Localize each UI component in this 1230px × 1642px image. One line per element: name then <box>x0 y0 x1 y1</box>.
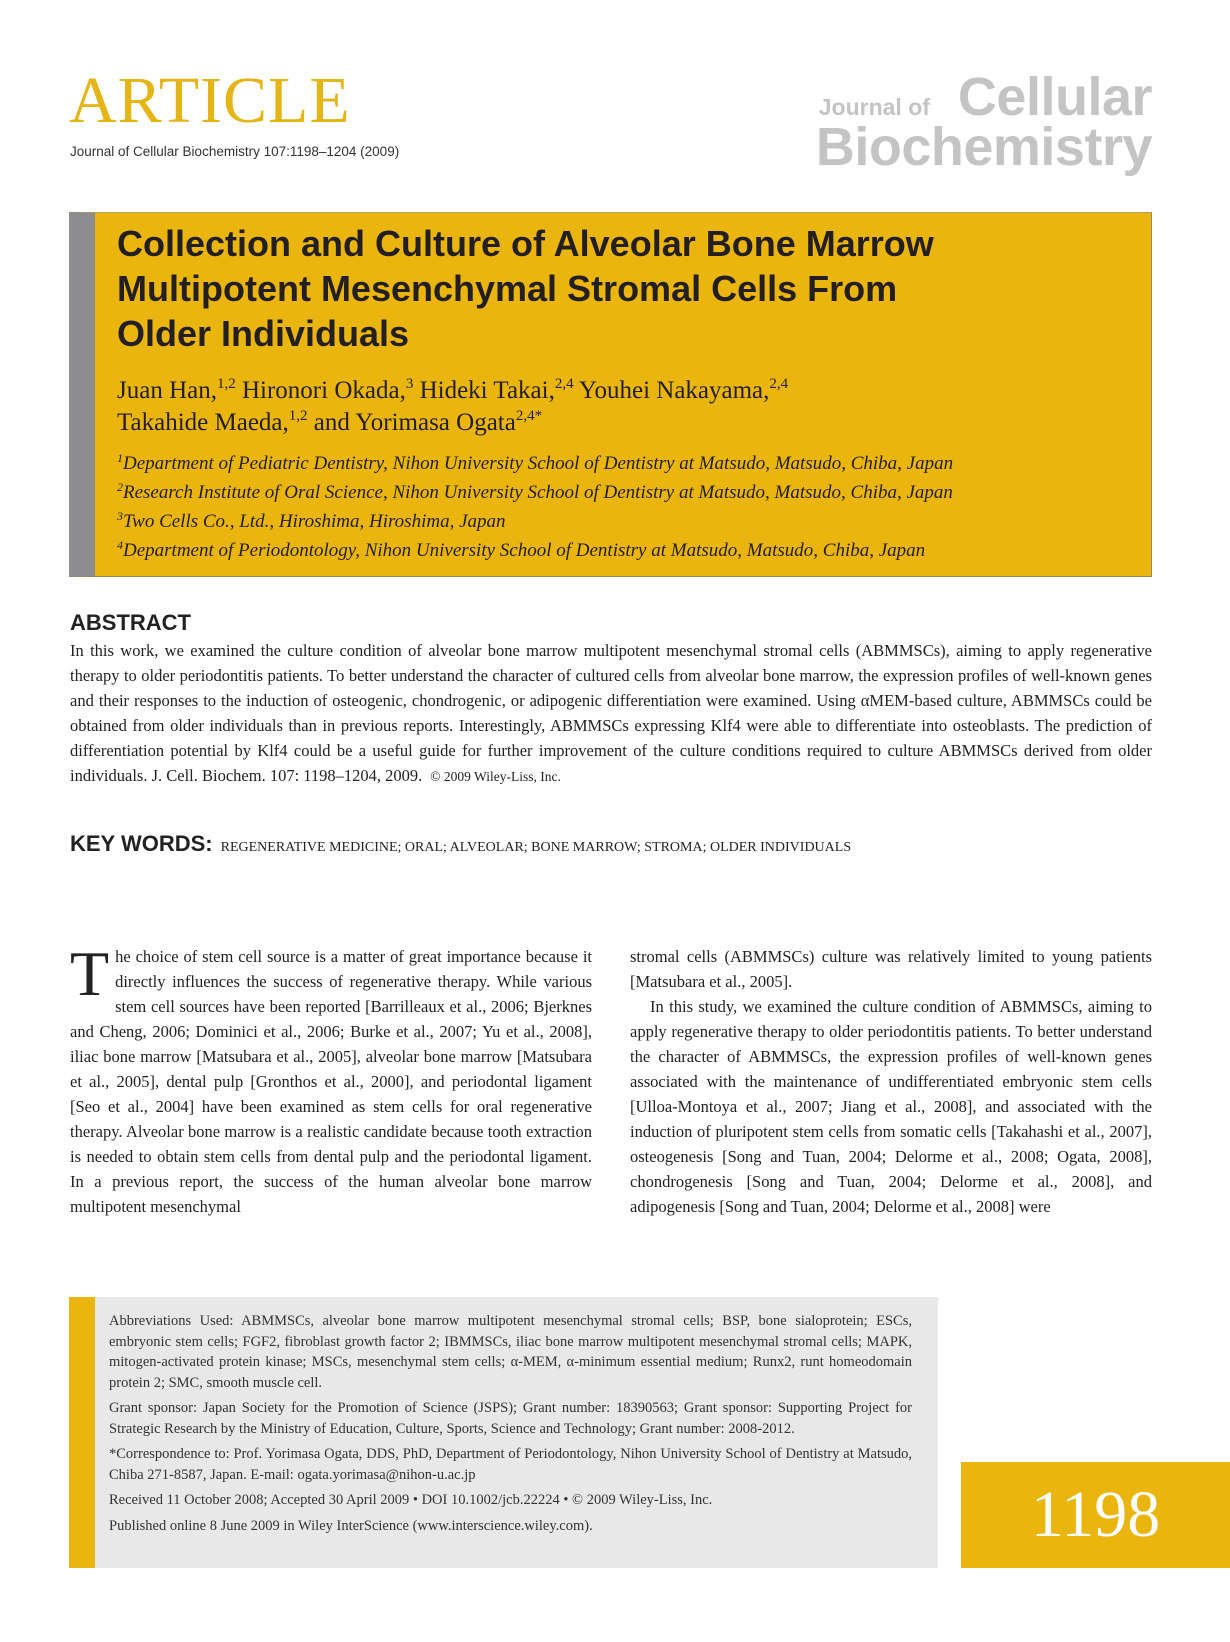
author-affil-sup: 1,2 <box>216 376 236 392</box>
logo-cellular: Cellular <box>957 67 1152 127</box>
abstract-text: In this work, we examined the culture condition of alveolar bone marrow multipotent mesenchymal stromal cells (ABMMSCs), aiming to apply regenerative therapy to older periodontitis patients. To better understand the character of cultured cells from alveolar bone marrow, the expression profiles of well-known genes and their responses to the induction of osteogenic, chondrogenic, or adipogenic differentiation were examined. Using αMEM-based culture, ABMMSCs could be obtained from older individuals than in previous reports. Interestingly, ABMMSCs expressing Klf4 were able to differentiate into osteoblasts. The prediction of differentiation potential by Klf4 could be a useful guide for further improvement of the culture conditions required to culture ABMMSCs derived from older individuals. J. Cell. Biochem. 107: 1198–1204, 2009. <box>70 641 1152 785</box>
author-name: Hironori Okada, <box>241 377 406 404</box>
grant-note: Grant sponsor: Japan Society for the Promotion of Science (JSPS); Grant number: 18390563; Grant sponsor: Supporting Project for Strategic Research by the Ministry of Education, Culture, Sports, Science and Technology; Grant number: 2008-2012. <box>109 1400 912 1437</box>
abbreviations-note: Abbreviations Used: ABMMSCs, alveolar bone marrow multipotent mesenchymal stromal cells; BSP, bone sialoprotein; ESCs, embryonic stem cells; FGF2, fibroblast growth factor 2; IBMMSCs, iliac bone marrow multipotent mesenchymal stromal cells; MAPK, mitogen-activated protein kinase; MSCs, mesenchymal stem cells; α-MEM, α-minimum essential medium; Runx2, runt homeodomain protein 2; SMC, smooth muscle cell. <box>109 1313 912 1391</box>
abstract-copyright: © 2009 Wiley-Liss, Inc. <box>430 769 561 784</box>
body-text: In this study, we examined the culture condition of ABMMSCs, aiming to apply regenerative therapy to older periodontitis patients. To better understand the character of ABMMSCs, the expression profiles of well-known genes associated with the maintenance of undifferentiated embryonic stem cells [Ulloa-Montoya et al., 2007; Jiang et al., 2008], and associated with the induction of pluripotent stem cells from somatic cells [Takahashi et al., 2007], osteogenesis [Song and Tuan, 2004; Delorme et al., 2008; Ogata, 2008], chondrogenesis [Song and Tuan, 2004; Delorme et al., 2008], and adipogenesis [Song and Tuan, 2004; Delorme et al., 2008] were <box>630 997 1152 1216</box>
abstract-heading: ABSTRACT <box>70 610 191 635</box>
body-left-column <box>70 938 592 1219</box>
received-note: Received 11 October 2008; Accepted 30 April 2009 • DOI 10.1002/jcb.22224 • © 2009 Wiley-Liss, Inc. <box>109 1492 713 1508</box>
logo-biochemistry: Biochemistry <box>815 117 1152 177</box>
title-block <box>69 212 1152 577</box>
affiliation-text: Research Institute of Oral Science, Nihon University School of Dentistry at Matsudo, Matsudo, Chiba, Japan <box>123 482 953 503</box>
author-affil-sup: 2,4 <box>769 376 789 392</box>
affiliation <box>117 536 953 565</box>
affiliation-number: 4 <box>117 538 123 552</box>
body-right-column <box>630 944 1152 1219</box>
title-line: Older Individuals <box>117 313 410 354</box>
affiliation-text: Department of Periodontology, Nihon University School of Dentistry at Matsudo, Matsudo, Chiba, Japan <box>123 540 926 561</box>
title-line: Collection and Culture of Alveolar Bone Marrow <box>117 223 934 264</box>
paper-title <box>117 221 977 356</box>
keywords <box>70 831 851 857</box>
affiliation <box>117 478 953 507</box>
affiliation-number: 3 <box>117 509 123 523</box>
author-name: Hideki Takai, <box>419 377 555 404</box>
footnote-box <box>69 1297 938 1568</box>
author-name: Takahide Maeda, <box>117 409 289 436</box>
body-paragraph: stromal cells (ABMMSCs) culture was relatively limited to young patients [Matsubara et al., 2005]. <box>630 947 1152 991</box>
page-number: 1198 <box>961 1462 1230 1568</box>
author-name: Juan Han, <box>117 377 217 404</box>
journal-logo <box>815 67 1152 177</box>
logo-journal-of: Journal of <box>818 94 930 120</box>
affiliation <box>117 449 953 478</box>
abstract-body <box>70 638 1152 789</box>
correspondence-note: *Correspondence to: Prof. Yorimasa Ogata, DDS, PhD, Department of Periodontology, Nihon University School of Dentistry at Matsudo, Chiba 271-8587, Japan. E-mail: ogata.yorimasa@nihon-u.ac.jp <box>109 1446 912 1483</box>
author-affil-sup: 2,4 <box>554 376 574 392</box>
affiliation-list <box>117 449 953 565</box>
author-name: and Yorimasa Ogata <box>313 409 516 436</box>
published-note: Published online 8 June 2009 in Wiley InterScience (www.interscience.wiley.com). <box>109 1517 593 1534</box>
body-paragraph <box>630 994 1152 1219</box>
drop-cap: T <box>70 938 110 1009</box>
author-name: Youhei Nakayama, <box>578 377 770 404</box>
affiliation-text: Two Cells Co., Ltd., Hiroshima, Hiroshima, Japan <box>123 511 506 532</box>
affiliation-number: 1 <box>117 451 123 465</box>
author-affil-sup: 1,2 <box>288 408 308 424</box>
article-section-label: ARTICLE <box>69 64 351 137</box>
affiliation <box>117 507 953 536</box>
journal-citation: Journal of Cellular Biochemistry 107:1198–1204 (2009) <box>70 144 400 159</box>
author-affil-sup: 2,4* <box>515 408 543 424</box>
keywords-list: REGENERATIVE MEDICINE; ORAL; ALVEOLAR; BONE MARROW; STROMA; OLDER INDIVIDUALS <box>220 840 852 855</box>
body-text: he choice of stem cell source is a matter of great importance because it directly influences the success of regenerative therapy. While various stem cell sources have been reported [Barrilleaux et al., 2006; Bjerknes and Cheng, 2006; Dominici et al., 2006; Burke et al., 2007; Yu et al., 2008], iliac bone marrow [Matsubara et al., 2005], alveolar bone marrow [Matsubara et al., 2005], dental pulp [Gronthos et al., 2000], and periodontal ligament [Seo et al., 2004] have been examined as stem cells for oral regenerative therapy. Alveolar bone marrow is a realistic candidate because tooth extraction is needed to obtain stem cells from dental pulp and the periodontal ligament. In a previous report, the success of the human alveolar bone marrow multipotent mesenchymal <box>70 947 592 1216</box>
affiliation-number: 2 <box>117 480 123 494</box>
author-affil-sup: 3 <box>405 376 414 392</box>
title-line: Multipotent Mesenchymal Stromal Cells From <box>117 268 898 309</box>
affiliation-text: Department of Pediatric Dentistry, Nihon University School of Dentistry at Matsudo, Matsudo, Chiba, Japan <box>123 453 954 474</box>
author-list <box>117 375 788 439</box>
keywords-heading: KEY WORDS: <box>70 831 213 856</box>
